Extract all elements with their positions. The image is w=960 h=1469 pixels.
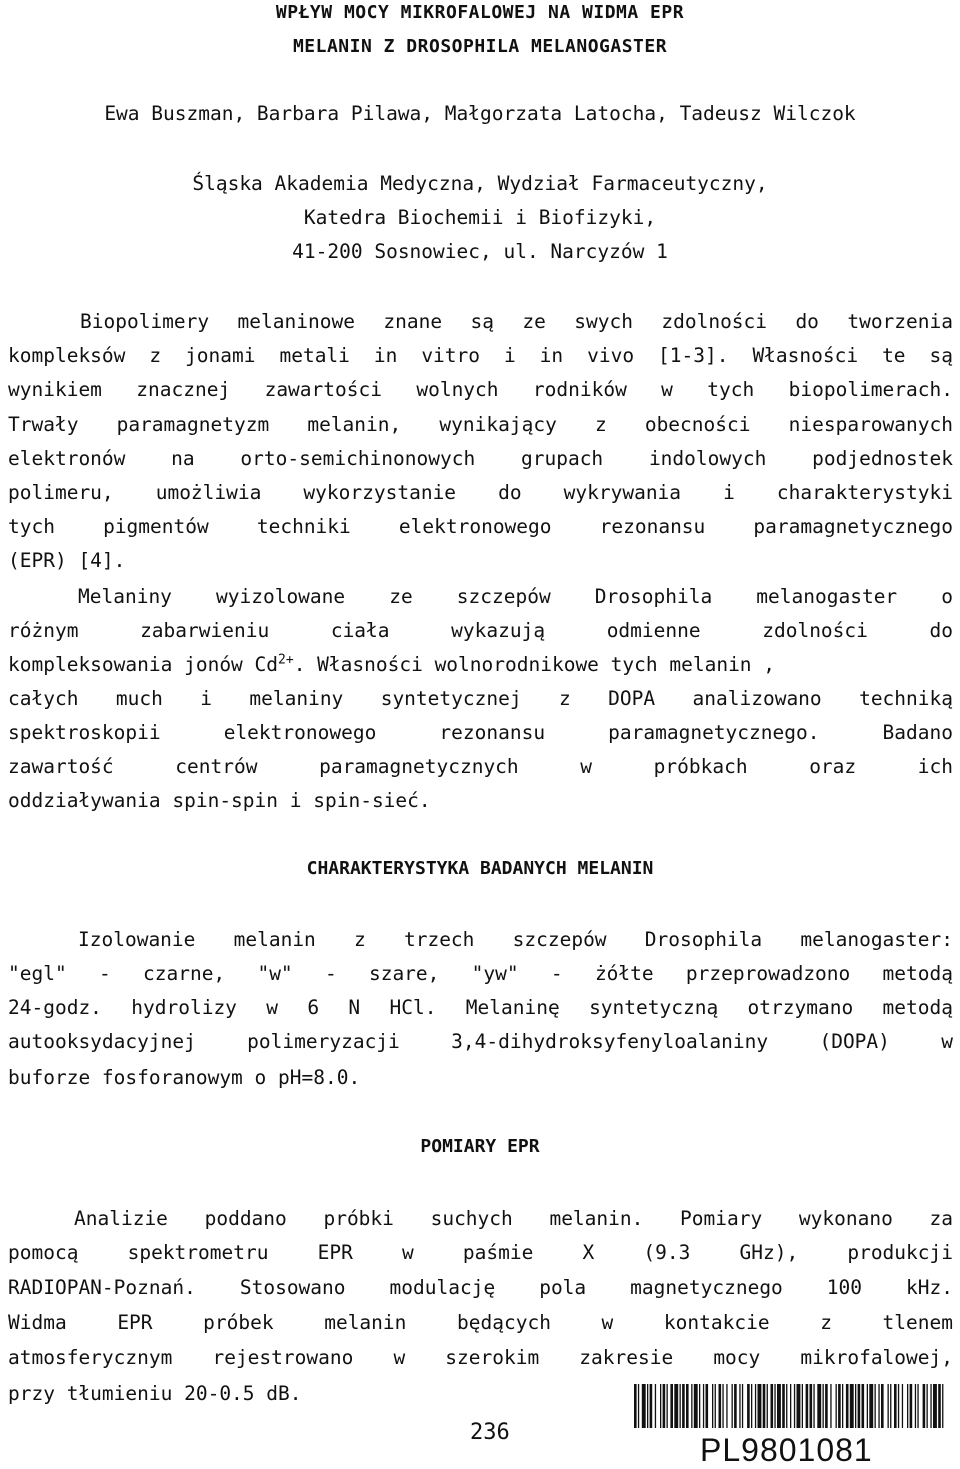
section1-line-1: Izolowanie melanin z trzech szczepów Drosophila melanogaster: xyxy=(78,928,953,951)
paper-title-line-1: WPŁYW MOCY MIKROFALOWEJ NA WIDMA EPR xyxy=(275,2,685,23)
section2-line-3: RADIOPAN-Poznań. Stosowano modulację pola magnetycznego 100 kHz. xyxy=(8,1276,953,1299)
section2-line-2: pomocą spektrometru EPR w paśmie X (9.3 GHz), produkcji xyxy=(8,1241,953,1264)
intro-line-5: elektronów na orto-semichinonowych grupach indolowych podjednostek xyxy=(8,447,953,470)
intro-line-11-start: kompleksowania jonów Cd xyxy=(8,653,279,676)
section-heading-characteristics: CHARAKTERYSTYKA BADANYCH MELANIN xyxy=(306,858,654,879)
section2-line-5: atmosferycznym rejestrowano w szerokim zakresie mocy mikrofalowej, xyxy=(8,1346,953,1369)
intro-line-8: (EPR) [4]. xyxy=(8,549,126,572)
intro-line-10: różnym zabarwieniu ciała wykazują odmienne zdolności do xyxy=(8,619,953,642)
barcode-image xyxy=(634,1384,944,1428)
author-list: Ewa Buszman, Barbara Pilawa, Małgorzata Latocha, Tadeusz Wilczok xyxy=(104,102,856,125)
section2-line-6: przy tłumieniu 20-0.5 dB. xyxy=(8,1382,302,1405)
section1-line-2: "egl" - czarne, "w" - szare, "yw" - żółte przeprowadzono metodą xyxy=(8,962,953,985)
intro-line-14: zawartość centrów paramagnetycznych w próbkach oraz ich xyxy=(8,755,953,778)
affiliation-line-3: 41-200 Sosnowiec, ul. Narcyzów 1 xyxy=(292,240,668,263)
intro-line-7: tych pigmentów techniki elektronowego rezonansu paramagnetycznego xyxy=(8,515,953,538)
section2-line-1: Analizie poddano próbki suchych melanin. Pomiary wykonano za xyxy=(74,1207,953,1230)
intro-line-11 xyxy=(8,653,953,676)
intro-line-15: oddziaływania spin-spin i spin-sieć. xyxy=(8,789,431,812)
paper-title-line-2: MELANIN Z DROSOPHILA MELANOGASTER xyxy=(292,36,668,57)
intro-line-1: Biopolimery melaninowe znane są ze swych zdolności do tworzenia xyxy=(80,310,953,333)
section1-line-3: 24-godz. hydrolizy w 6 N HCl. Melaninę syntetyczną otrzymano metodą xyxy=(8,996,953,1019)
intro-line-13: spektroskopii elektronowego rezonansu paramagnetycznego. Badano xyxy=(8,721,953,744)
barcode-number: PL9801081 xyxy=(700,1432,873,1468)
intro-line-4: Trwały paramagnetyzm melanin, wynikający z obecności niesparowanych xyxy=(8,413,953,436)
cadmium-charge-superscript: 2+ xyxy=(278,652,294,668)
intro-line-11-end: . Własności wolnorodnikowe tych melanin , xyxy=(293,653,776,676)
intro-line-2: kompleksów z jonami metali in vitro i in vivo [1-3]. Własności te są xyxy=(8,344,953,367)
section1-line-4: autooksydacyjnej polimeryzacji 3,4-dihydroksyfenyloalaniny (DOPA) w xyxy=(8,1030,953,1053)
intro-line-3: wynikiem znacznej zawartości wolnych rodników w tych biopolimerach. xyxy=(8,378,953,401)
affiliation-line-2: Katedra Biochemii i Biofizyki, xyxy=(303,206,657,229)
intro-line-6: polimeru, umożliwia wykorzystanie do wykrywania i charakterystyki xyxy=(8,481,953,504)
page-number: 236 xyxy=(470,1420,510,1445)
section-heading-epr: POMIARY EPR xyxy=(420,1136,540,1157)
section2-line-4: Widma EPR próbek melanin będących w kontakcie z tlenem xyxy=(8,1311,953,1334)
affiliation-line-1: Śląska Akademia Medyczna, Wydział Farmaceutyczny, xyxy=(192,172,768,195)
intro-line-9: Melaniny wyizolowane ze szczepów Drosophila melanogaster o xyxy=(78,585,953,608)
section1-line-5: buforze fosforanowym o pH=8.0. xyxy=(8,1066,361,1089)
intro-line-12: całych much i melaniny syntetycznej z DOPA analizowano techniką xyxy=(8,687,953,710)
